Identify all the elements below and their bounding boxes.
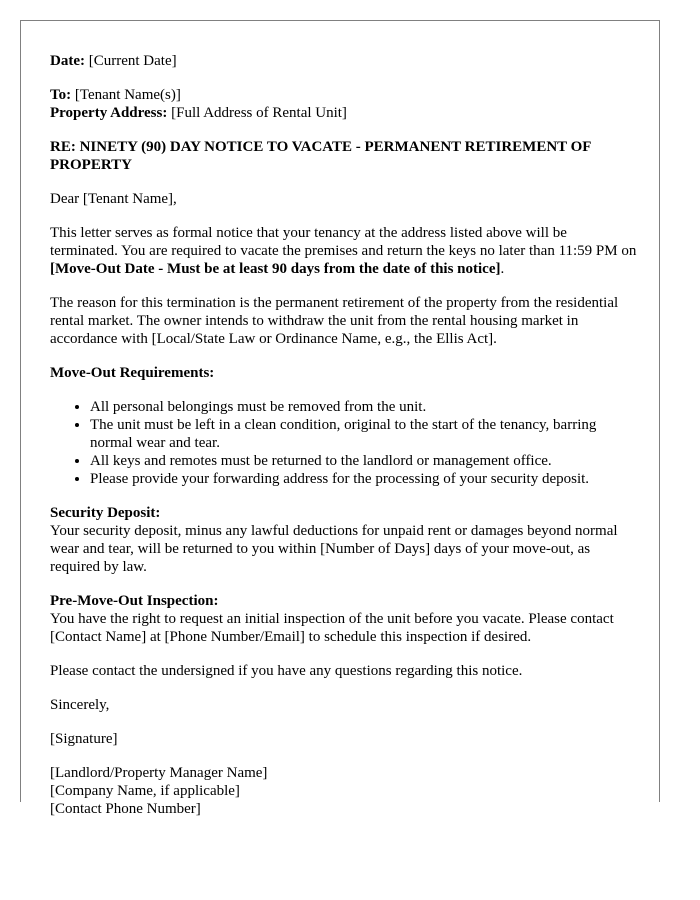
list-item: • The unit must be left in a clean condition, original to the start of the tenancy, barring normal wear and tear. [90,416,638,452]
signer-name: [Landlord/Property Manager Name] [50,765,268,781]
signature-placeholder: [Signature] [50,731,118,747]
contact-paragraph: Please contact the undersigned if you have any questions regarding this notice. [50,663,523,679]
notice-paragraph [50,224,638,278]
address-line [50,105,347,121]
list-item: • All keys and remotes must be returned to the landlord or management office. [90,452,638,470]
reason-paragraph: The reason for this termination is the permanent retirement of the property from the residential rental market. The owner intends to withdraw the unit from the rental housing market in accordance with [Local/State Law or Ordinance Name, e.g., the Ellis Act]. [50,295,619,347]
list-item: • All personal belongings must be removed from the unit. [90,398,638,416]
date-value: [Current Date] [84,53,177,69]
security-deposit-section [50,504,638,576]
letter-page [20,20,660,817]
signer-company: [Company Name, if applicable] [50,783,240,799]
to-value: [Tenant Name(s)] [71,87,181,103]
salutation: Dear [Tenant Name], [50,191,177,207]
inspection-section [50,592,638,646]
address-value: [Full Address of Rental Unit] [167,105,347,121]
letter-content [50,52,638,834]
signer-block [50,764,638,818]
move-out-requirements-list [50,398,638,488]
list-item: • Please provide your forwarding address for the processing of your security deposit. [90,470,638,488]
security-deposit-title: Security Deposit: [50,505,161,521]
move-out-requirements-title: Move-Out Requirements: [50,365,215,381]
inspection-text: You have the right to request an initial inspection of the unit before you vacate. Please contact [Contact Name] at [Phone Number/Email] to schedule this inspection if desired. [50,611,614,645]
to-label: To: [50,87,72,103]
notice-text-after: . [500,261,505,277]
security-deposit-text: Your security deposit, minus any lawful deductions for unpaid rent or damages beyond normal wear and tear, will be returned to you within [Number of Days] days of your move-out, as required by law. [50,523,618,575]
date-label: Date: [50,53,85,69]
address-label: Property Address: [50,105,168,121]
notice-text-before: This letter serves as formal notice that your tenancy at the address listed above will be terminated. You are required to vacate the premises and return the keys no later than 11:59 PM on [50,225,637,259]
subject-line: RE: NINETY (90) DAY NOTICE TO VACATE - PERMANENT RETIREMENT OF PROPERTY [50,139,591,173]
move-out-date: [Move-Out Date - Must be at least 90 days from the date of this notice] [50,261,501,277]
signer-phone: [Contact Phone Number] [50,801,201,817]
closing: Sincerely, [50,697,110,713]
to-line [50,87,181,103]
inspection-title: Pre-Move-Out Inspection: [50,593,219,609]
letter-header-date [50,52,638,70]
letter-header-recipient [50,86,638,122]
